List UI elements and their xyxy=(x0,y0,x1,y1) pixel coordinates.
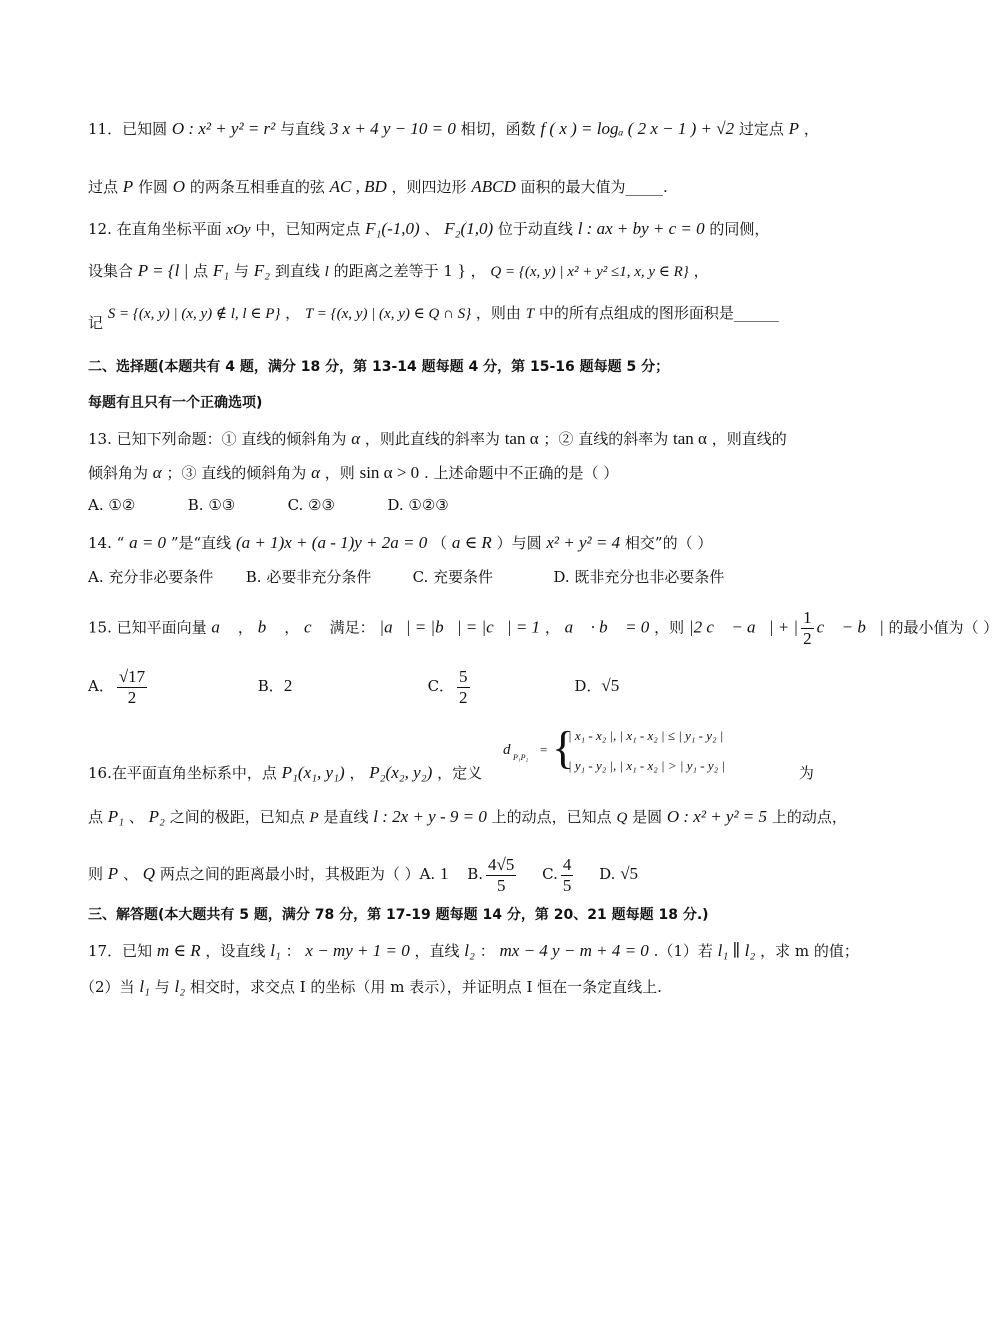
math-line-l: l : ax + by + c = 0 xyxy=(577,219,705,238)
text: 与 xyxy=(233,262,249,280)
text: 为 xyxy=(798,764,814,782)
text: ，则 xyxy=(324,464,355,482)
option-a-value[interactable]: 1 xyxy=(439,864,449,883)
math-p1: P₁(x₁, y₁) xyxy=(281,763,345,782)
text: 13. 已知下列命题：① 直线的倾斜角为 xyxy=(88,430,347,448)
text: 14. “ xyxy=(88,534,125,552)
text: 到直线 xyxy=(274,262,325,280)
text: ， xyxy=(544,618,560,637)
option-d-label[interactable]: D. xyxy=(599,865,616,883)
text: 、 xyxy=(122,865,138,883)
math-set-s: S = {(x, y) | (x, y) ∉ l, l ∈ P} xyxy=(107,306,281,322)
math-set-t: T = {(x, y) | (x, y) ∈ Q ∩ S} xyxy=(304,306,472,322)
text: ”是“直线 xyxy=(170,534,232,552)
math-point-f2: F₂(1,0) xyxy=(444,219,494,238)
text: （2）当 xyxy=(80,978,135,996)
text: 的同侧， xyxy=(709,220,770,238)
math: a = 0 xyxy=(129,533,167,552)
text: 的距离之差等于 1 xyxy=(333,262,453,280)
text: 相切，函数 xyxy=(460,120,536,138)
text: 相交”的（ ） xyxy=(624,534,713,552)
section-2-title: 二、选择题(本题共有 4 题，满分 18 分，第 13-14 题每题 4 分，第 15-16 题每题 5 分； xyxy=(88,359,670,375)
math: sin α > 0 xyxy=(359,463,420,482)
option-b[interactable] xyxy=(258,664,423,708)
text: 倾斜角为 xyxy=(88,464,149,482)
def-subscript: P₁P₂ xyxy=(513,753,529,762)
fraction xyxy=(117,667,147,708)
text: 12. 在直角坐标平面 xyxy=(88,220,227,238)
option-c[interactable]: C. 充要条件 xyxy=(412,568,494,586)
text: 中，已知两定点 xyxy=(255,220,361,238)
text: ，则四边形 xyxy=(391,178,467,196)
numerator: 5 xyxy=(459,666,468,686)
vector-b: b⃗ xyxy=(257,617,280,637)
q13-line2 xyxy=(88,462,618,484)
math: α xyxy=(311,463,321,482)
math: P xyxy=(122,177,134,196)
text: .（1）若 xyxy=(653,942,713,960)
text: 中的所有点组成的图形面积是______ xyxy=(538,304,779,322)
fraction-half xyxy=(801,608,814,649)
math: xOy xyxy=(226,222,251,238)
math: P₁ xyxy=(107,807,125,826)
text: ， xyxy=(349,764,365,782)
vector-c: c⃗ xyxy=(304,617,325,637)
text: 记 xyxy=(88,314,104,332)
option-label: B． xyxy=(257,677,284,695)
denominator: 2 xyxy=(459,687,468,707)
math-circle: O : x² + y² = 5 xyxy=(666,807,768,826)
numerator: 4 xyxy=(562,854,572,874)
text: ，则直线的 xyxy=(711,430,787,448)
text: 的最小值为（ ） xyxy=(888,618,998,637)
math: m ∈ R xyxy=(156,941,201,960)
text: ， xyxy=(237,618,253,637)
q13-options xyxy=(88,494,449,516)
denominator: 5 xyxy=(562,875,572,895)
text: 、 xyxy=(128,808,144,826)
q14-options xyxy=(88,566,724,588)
text: 相交时，求交点 I 的坐标（用 m 表示），并证明点 I 恒在一条定直线上. xyxy=(189,978,662,996)
math: a ∈ R xyxy=(451,533,492,552)
text: ： xyxy=(479,942,495,960)
math: P xyxy=(309,810,319,826)
math-line: (a + 1)x + (a - 1)y + 2a = 0 xyxy=(235,533,428,552)
text: 17．已知 xyxy=(88,942,153,960)
text: ，则由 xyxy=(475,304,526,322)
text: ，直线 xyxy=(414,942,460,960)
option-value: √5 xyxy=(601,676,620,695)
option-label: D． xyxy=(574,677,602,695)
fraction xyxy=(457,667,470,708)
case-2: | y₁ - y₂ |, | x₁ - x₂ | > | y₁ - y₂ | xyxy=(568,758,725,773)
q17-line2 xyxy=(80,976,662,998)
q11-line2 xyxy=(88,176,668,198)
text: 的两条互相垂直的弦 xyxy=(189,178,325,196)
text: ；② 直线的斜率为 xyxy=(543,430,669,448)
q15-line1 xyxy=(88,608,998,649)
math: tan α xyxy=(672,429,707,448)
math: tan α xyxy=(504,429,539,448)
text: ，则此直线的斜率为 xyxy=(364,430,500,448)
option-label: C． xyxy=(427,677,455,695)
text: （ xyxy=(432,534,448,552)
option-value: 2 xyxy=(283,676,293,695)
q12-line2 xyxy=(88,260,709,283)
text: . 上述命题中不正确的是（ ） xyxy=(423,464,619,482)
text: ， xyxy=(470,262,486,280)
section-3-title: 三、解答题(本大题共有 5 题，满分 78 分，第 17-19 题每题 14 分，第 20、21 题每题 18 分.) xyxy=(88,907,709,923)
math: F₁ xyxy=(212,261,230,280)
q16-line1 xyxy=(88,762,814,784)
math-circle: x² + y² = 4 xyxy=(546,533,621,552)
math: c⃗ − b⃗| xyxy=(816,617,884,637)
text: 过点 xyxy=(88,178,119,196)
math: l₂ xyxy=(174,977,186,996)
q12-line3 xyxy=(88,302,779,332)
math: ABCD xyxy=(471,177,516,196)
text: 点 xyxy=(193,262,209,280)
numerator: √17 xyxy=(118,666,146,686)
math: F₂ xyxy=(253,261,271,280)
text: ， xyxy=(803,120,819,138)
text: ，设直线 xyxy=(205,942,266,960)
vector-a: a⃗ xyxy=(211,617,234,637)
text: 位于动直线 xyxy=(497,220,573,238)
math-line-l2: mx − 4 y − m + 4 = 0 xyxy=(499,941,649,960)
numerator: 1 xyxy=(803,608,812,627)
math-point: P xyxy=(788,119,800,138)
q15-options xyxy=(88,664,619,708)
denominator: 2 xyxy=(127,687,137,707)
math-p2: P₂(x₂, y₂) xyxy=(369,763,433,782)
text: 点 xyxy=(88,808,104,826)
math-circle: O : x² + y² = r² xyxy=(171,119,276,138)
option-d[interactable]: D. ①②③ xyxy=(387,496,449,514)
math: α xyxy=(351,429,361,448)
q12-line1 xyxy=(88,218,769,241)
option-label: A． xyxy=(88,677,114,695)
math: α xyxy=(152,463,162,482)
math-set-q: Q = {(x, y) | x² + y² ≤1, x, y ∈ R} xyxy=(490,264,689,280)
text: 是直线 xyxy=(323,808,369,826)
math: T xyxy=(525,306,535,322)
math: l₁ xyxy=(139,977,150,996)
text: 是圆 xyxy=(632,808,663,826)
fraction xyxy=(486,855,516,896)
q17-line1 xyxy=(88,940,859,962)
math: Q xyxy=(142,864,156,883)
text: 16.在平面直角坐标系中，点 xyxy=(88,764,277,782)
section-2-subtitle: 每题有且只有一个正确选项) xyxy=(88,395,263,411)
q16-line3 xyxy=(88,852,638,896)
text: ，则 xyxy=(654,618,685,637)
numerator: 4√5 xyxy=(488,854,515,874)
math-line: l : 2x + y - 9 = 0 xyxy=(373,807,487,826)
option-b-label[interactable]: B. xyxy=(467,865,484,883)
option-d[interactable]: D. 既非充分也非必要条件 xyxy=(553,568,725,586)
text: ）与圆 xyxy=(496,534,542,552)
fraction xyxy=(561,855,574,896)
text: 过定点 xyxy=(738,120,784,138)
option-c[interactable] xyxy=(428,664,570,708)
denominator: 2 xyxy=(803,629,812,648)
text: 11．已知圆 xyxy=(88,120,168,138)
math: l₂ xyxy=(464,941,475,960)
option-b[interactable]: B. ①③ xyxy=(187,496,236,514)
text: 则 xyxy=(88,865,104,883)
text: ： xyxy=(285,942,301,960)
math: |2 c⃗ − a⃗| + | xyxy=(688,617,799,637)
math: Q xyxy=(616,810,628,826)
option-a[interactable] xyxy=(88,664,253,708)
text: ， xyxy=(693,262,709,280)
text: ， xyxy=(285,304,301,322)
q11-line1 xyxy=(88,118,819,140)
math: l₁ xyxy=(270,941,281,960)
text: 之间的极距，已知点 xyxy=(169,808,310,826)
def-equals: = xyxy=(540,742,548,757)
math-line-l1: x − my + 1 = 0 xyxy=(305,941,410,960)
option-a[interactable]: A. ①② xyxy=(88,496,136,514)
text: ，定义 xyxy=(437,764,483,782)
text: 与直线 xyxy=(280,120,326,138)
math: a⃗ · b⃗ = 0 xyxy=(564,617,650,637)
math: O xyxy=(172,177,186,196)
option-a[interactable]: A. 充分非必要条件 xyxy=(88,568,214,586)
text: 满足： xyxy=(329,618,375,637)
math: |a⃗| = |b⃗| = |c⃗| = 1 xyxy=(379,617,541,637)
option-d[interactable] xyxy=(574,664,619,708)
brace: { xyxy=(552,722,575,773)
text: 与 xyxy=(154,978,170,996)
option-c[interactable]: C. ②③ xyxy=(287,496,335,514)
math-line: 3 x + 4 y − 10 = 0 xyxy=(329,119,456,138)
math: l₁ ∥ l₂ xyxy=(717,941,756,960)
q13-line1 xyxy=(88,428,787,450)
text: ；③ 直线的倾斜角为 xyxy=(166,464,307,482)
text: 、 xyxy=(424,220,440,238)
denominator: 5 xyxy=(496,875,506,895)
text: ， xyxy=(284,618,300,637)
option-d-value: √5 xyxy=(620,864,639,883)
math: } xyxy=(457,261,466,280)
math: AC , BD xyxy=(329,177,387,196)
text: 两点之间的距离最小时，其极距为（ ）A. xyxy=(159,865,440,883)
math: P = {l | xyxy=(137,261,189,280)
math-function: f ( x ) = logₐ ( 2 x − 1 ) + √2 xyxy=(540,119,735,138)
option-c-label[interactable]: C. xyxy=(542,865,558,883)
text: 15. 已知平面向量 xyxy=(88,618,207,637)
q14-line1 xyxy=(88,532,712,554)
q16-line2 xyxy=(88,806,847,829)
text: ，求 m 的值； xyxy=(760,942,859,960)
text: 上的动点，已知点 xyxy=(491,808,617,826)
math: P₂ xyxy=(148,807,165,826)
text: 上的动点， xyxy=(771,808,847,826)
option-b[interactable]: B. 必要非充分条件 xyxy=(245,568,372,586)
math: l xyxy=(324,264,329,280)
math: P xyxy=(107,864,119,883)
case-1: | x₁ - x₂ |, | x₁ - x₂ | ≤ | y₁ - y₂ | xyxy=(568,728,724,743)
text: 设集合 xyxy=(88,262,134,280)
text: 作圆 xyxy=(137,178,168,196)
def-lhs: d xyxy=(503,742,511,758)
text: 面积的最大值为_____. xyxy=(520,178,668,196)
math-point-f1: F₁(-1,0) xyxy=(365,219,420,238)
